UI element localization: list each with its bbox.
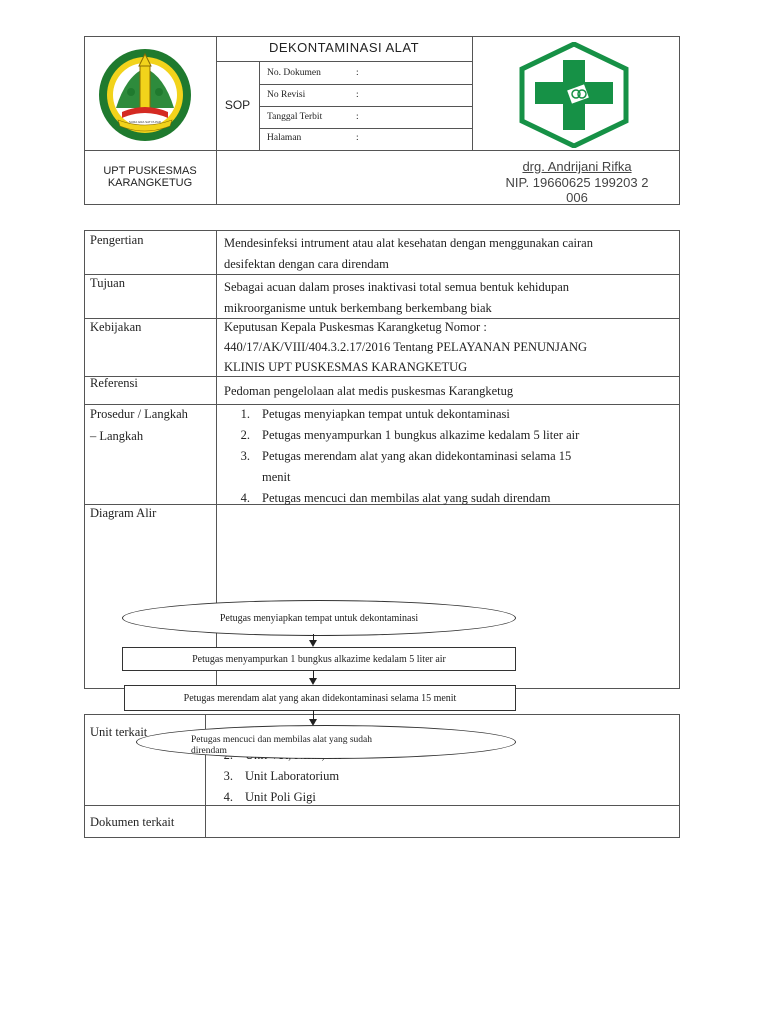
flow-node-step3: Petugas merendam alat yang akan didekontaminasi selama 15 menit (124, 685, 516, 711)
field-no-dokumen-label: No. Dokumen (267, 68, 321, 78)
field-tanggal-terbit-sep: : (356, 112, 359, 122)
list-item: 1. Petugas menyiapkan tempat untuk dekontaminasi (240, 407, 510, 421)
pengertian-text-line1: Mendesinfeksi intrument atau alat kesehatan dengan menggunakan cairan (224, 236, 593, 250)
kebijakan-text-line1: Keputusan Kepala Puskesmas Karangketug Nomor : (224, 320, 487, 334)
signer-name: drg. Andrijani Rifka (522, 159, 632, 174)
puskesmas-logo (519, 42, 629, 148)
field-no-revisi-sep: : (356, 90, 359, 100)
list-item: 4. Unit Poli Gigi (223, 790, 316, 804)
pengertian-text-line2: desifektan dengan cara direndam (224, 257, 389, 271)
signer-nip-line2: 006 (566, 190, 588, 205)
field-halaman-label: Halaman (267, 133, 302, 143)
kebijakan-text-line3: KLINIS UPT PUSKESMAS KARANGKETUG (224, 360, 468, 374)
referensi-label: Referensi (90, 376, 138, 390)
field-tanggal-terbit-label: Tanggal Terbit (267, 112, 323, 122)
list-item: 2. Petugas menyampurkan 1 bungkus alkazime kedalam 5 liter air (240, 428, 580, 442)
puskesmas-cross-icon (519, 42, 629, 148)
list-item: menit (262, 470, 291, 484)
regency-emblem-icon (96, 46, 194, 144)
pengertian-label: Pengertian (90, 233, 144, 247)
org-name-line2: KARANGKETUG (107, 177, 193, 189)
logo-motto: SURA GRA SATYA PAD (128, 120, 162, 124)
dokumen-terkait-label: Dokumen terkait (90, 815, 175, 829)
field-halaman-sep: : (356, 133, 359, 143)
kebijakan-label: Kebijakan (90, 320, 142, 334)
field-no-revisi-label: No Revisi (267, 90, 306, 100)
flow-arrowhead-icon (309, 678, 317, 685)
org-name-line1: UPT PUSKESMAS (103, 165, 197, 177)
document-title: DEKONTAMINASI ALAT (268, 40, 420, 55)
prosedur-label-line1: Prosedur / Langkah (90, 407, 188, 421)
flow-node-end: Petugas mencuci dan membilas alat yang sudah direndam (136, 725, 516, 759)
referensi-text: Pedoman pengelolaan alat medis puskesmas Karangketug (224, 384, 514, 398)
flow-node-step2: Petugas menyampurkan 1 bungkus alkazime kedalam 5 liter air (122, 647, 516, 671)
diagram-label: Diagram Alir (90, 506, 157, 520)
field-no-dokumen-sep: : (356, 68, 359, 78)
flow-node-start: Petugas menyiapkan tempat untuk dekontaminasi (122, 600, 516, 636)
prosedur-steps (224, 404, 676, 509)
kebijakan-text-line2: 440/17/AK/VIII/404.3.2.17/2016 Tentang PELAYANAN PENUNJANG (224, 340, 588, 354)
list-item: 3. Unit Laboratorium (223, 769, 340, 783)
signer-nip-line1: NIP. 19660625 199203 2 (505, 175, 649, 190)
flow-arrow (313, 670, 314, 678)
tujuan-text-line2: mikroorganisme untuk berkembang berkembang biak (224, 301, 492, 315)
prosedur-label-line2: – Langkah (90, 429, 144, 443)
regency-logo (96, 46, 194, 144)
list-item: 4. Petugas mencuci dan membilas alat yang sudah direndam (240, 491, 551, 505)
tujuan-label: Tujuan (90, 276, 125, 290)
list-item: 3. Petugas merendam alat yang akan didekontaminasi selama 15 (240, 449, 572, 463)
sop-label: SOP (224, 98, 251, 112)
flow-arrowhead-icon (309, 640, 317, 647)
unit-terkait-label: Unit terkait (90, 725, 148, 739)
tujuan-text-line1: Sebagai acuan dalam proses inaktivasi total semua bentuk kehidupan (224, 280, 570, 294)
